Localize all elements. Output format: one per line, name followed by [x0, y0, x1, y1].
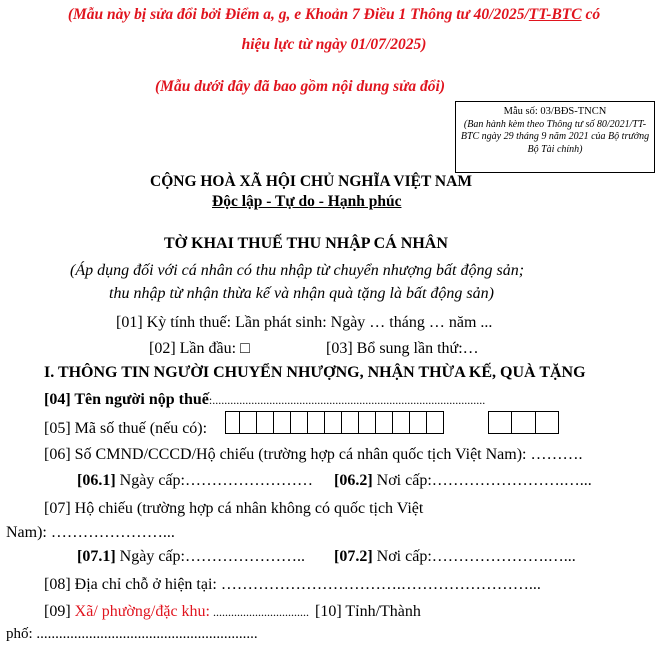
field-04-taxpayer-name: [44, 391, 485, 409]
field-07-2-issue-place: [334, 548, 576, 566]
amendment-prefix: (Mẫu này bị sửa đổi bởi Điểm a, g, e Khoản 7 Điều 1 Thông tư 40/2025/: [67, 6, 529, 23]
tax-code-cell[interactable]: [358, 411, 376, 434]
tax-code-cell[interactable]: [392, 411, 410, 434]
tax-code-cell[interactable]: [409, 411, 427, 434]
field-06-2-code: [06.2]: [334, 472, 373, 489]
amendment-suffix: có: [581, 6, 601, 23]
tax-code-cell[interactable]: [239, 411, 257, 434]
amendment-line-1: [14, 6, 654, 24]
field-06-2-text[interactable]: Nơi cấp:…………………….…...: [372, 472, 592, 489]
field-07-2-code: [07.2]: [334, 548, 373, 565]
tax-code-cell[interactable]: [375, 411, 393, 434]
field-06-1-text[interactable]: Ngày cấp:……………………: [115, 472, 313, 489]
tax-code-cells-group-2[interactable]: [488, 411, 559, 434]
tax-code-cell[interactable]: [488, 411, 512, 434]
field-07-2-text[interactable]: Nơi cấp:………………….…...: [372, 548, 576, 565]
form-subtitle-1: (Áp dụng đối với cá nhân có thu nhập từ chuyển nhượng bất động sản;: [70, 262, 525, 279]
field-07-1-issue-date: [77, 548, 305, 566]
tax-code-cell[interactable]: [341, 411, 359, 434]
form-code: Mẫu số: 03/BĐS-TNCN: [503, 106, 607, 117]
field-09-ward: [44, 603, 309, 621]
field-07-passport-cont[interactable]: Nam): …………………...: [6, 524, 175, 541]
field-10-province: [10] Tỉnh/Thành: [315, 603, 421, 620]
field-07-1-code: [07.1]: [77, 548, 116, 565]
field-06-2-issue-place: [334, 472, 592, 490]
field-08-address: [08] Địa chỉ chỗ ở hiện tại: …………………………….……………………...: [44, 576, 541, 593]
tax-code-cell[interactable]: [307, 411, 325, 434]
field-02-first-time: [149, 340, 250, 358]
field-06-1-issue-date: [77, 472, 313, 490]
form-issuance-note: (Ban hành kèm theo Thông tư số 80/2021/TT-BTC ngày 29 tháng 9 năm 2021 của Bộ trưởng Bộ Tài chính): [460, 118, 650, 155]
field-06-id-number: [06] Số CMND/CCCD/Hộ chiếu (trường hợp cá nhân quốc tịch Việt Nam): ……….: [44, 446, 583, 463]
field-07-passport: [07] Hộ chiếu (trường hợp cá nhân không có quốc tịch Việt: [44, 500, 424, 517]
tax-code-cell[interactable]: [426, 411, 444, 434]
field-06-1-code: [06.1]: [77, 472, 116, 489]
tax-code-cell[interactable]: [225, 411, 240, 434]
field-04-input[interactable]: :...........................................................................................: [208, 393, 486, 407]
amendment-link[interactable]: TT-BTC: [528, 6, 582, 23]
field-09-label: Xã/ phường/đặc khu:: [70, 603, 210, 620]
field-09-input[interactable]: ................................: [209, 605, 309, 619]
tax-code-cell[interactable]: [535, 411, 559, 434]
field-10-province-cont[interactable]: phố: ...........................................................: [6, 626, 258, 642]
field-07-1-text[interactable]: Ngày cấp:…………………..: [115, 548, 305, 565]
tax-code-cell[interactable]: [324, 411, 342, 434]
tax-code-cell[interactable]: [256, 411, 274, 434]
section-1-heading: I. THÔNG TIN NGƯỜI CHUYỂN NHƯỢNG, NHẬN THỪA KẾ, QUÀ TẶNG: [44, 364, 586, 381]
tax-code-cells-group-1[interactable]: [225, 411, 444, 434]
national-motto: Độc lập - Tự do - Hạnh phúc: [212, 193, 402, 210]
amendment-line-3: (Mẫu dưới đây đã bao gồm nội dung sửa đổi): [155, 78, 445, 95]
field-05-label: [05] Mã số thuế (nếu có):: [44, 420, 208, 437]
field-01-tax-period: [01] Kỳ tính thuế: Lần phát sinh: Ngày … tháng … năm ...: [116, 314, 493, 331]
field-02-label: [02] Lần đầu:: [149, 340, 237, 357]
country-name: CỘNG HOÀ XÃ HỘI CHỦ NGHĨA VIỆT NAM: [150, 173, 472, 190]
field-04-label: [04] Tên người nộp thuế: [44, 391, 209, 408]
tax-code-cell[interactable]: [273, 411, 291, 434]
field-03-supplement: [03] Bổ sung lần thứ:…: [326, 340, 479, 357]
field-09-code: [09]: [44, 603, 71, 620]
form-title: TỜ KHAI THUẾ THU NHẬP CÁ NHÂN: [164, 235, 448, 252]
tax-code-cell[interactable]: [290, 411, 308, 434]
amendment-line-2: hiệu lực từ ngày 01/07/2025): [241, 36, 427, 53]
form-subtitle-2: thu nhập từ nhận thừa kế và nhận quà tặng là bất động sản): [109, 285, 494, 302]
first-time-checkbox[interactable]: □: [240, 340, 250, 357]
form-code-box: [455, 101, 655, 173]
tax-code-cell[interactable]: [511, 411, 536, 434]
